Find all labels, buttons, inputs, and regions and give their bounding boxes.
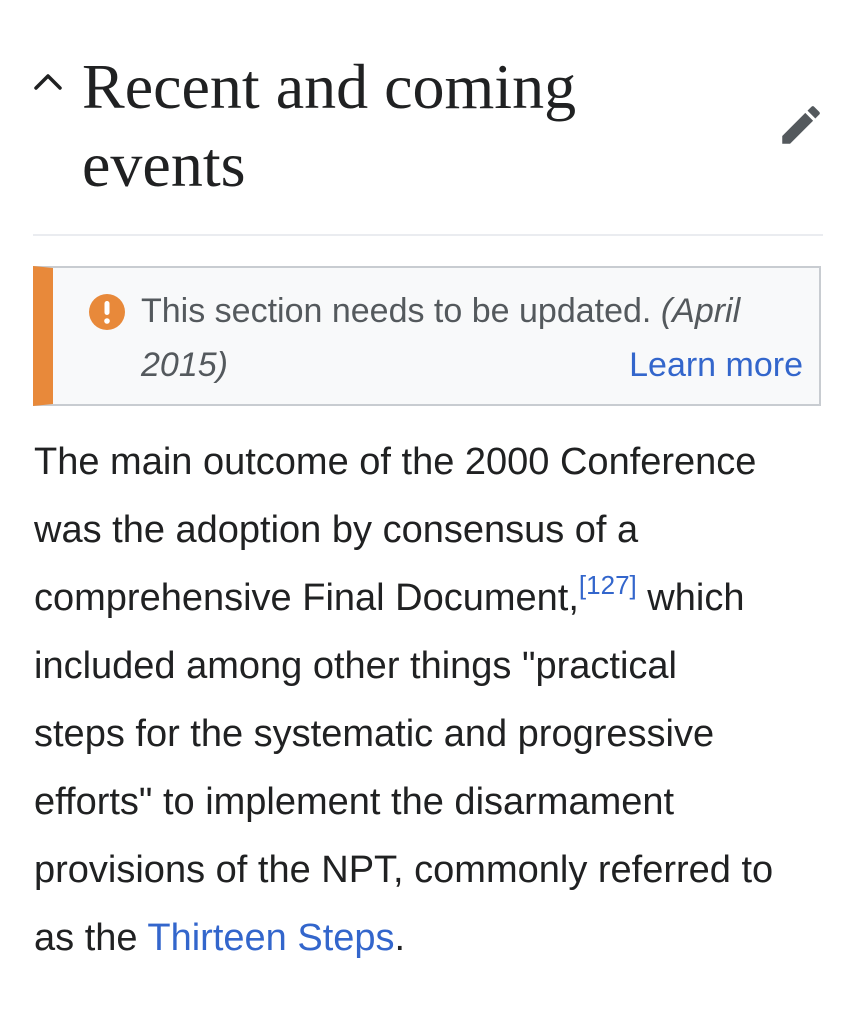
pencil-icon[interactable] [776, 100, 826, 150]
paragraph-text: as the [34, 917, 148, 959]
edit-section-button[interactable] [776, 100, 826, 150]
exclamation-circle-icon [89, 294, 125, 330]
notice-icon-wrapper [89, 294, 125, 330]
section-title: Recent and coming events [82, 51, 577, 200]
paragraph-line [34, 564, 834, 632]
learn-more-link[interactable]: Learn more [629, 346, 803, 384]
update-notice-box [33, 266, 821, 406]
article-paragraph [34, 428, 834, 972]
paragraph-line [34, 904, 834, 972]
paragraph-line: included among other things "practical [34, 645, 677, 687]
collapse-toggle[interactable] [30, 64, 70, 94]
paragraph-text: . [394, 917, 406, 959]
chevron-up-icon[interactable] [30, 64, 70, 94]
paragraph-text: comprehensive Final Document, [34, 577, 579, 619]
paragraph-line: efforts" to implement the disarmament [34, 781, 675, 823]
notice-message: This section needs to be updated. [141, 292, 652, 330]
paragraph-line: was the adoption by consensus of a [34, 509, 639, 551]
section-divider [33, 234, 823, 236]
paragraph-text: which [636, 577, 745, 619]
paragraph-line: steps for the systematic and progressive [34, 713, 715, 755]
section-header [30, 40, 826, 198]
paragraph-line: The main outcome of the 2000 Conference [34, 441, 757, 483]
paragraph-line: provisions of the NPT, commonly referred to [34, 849, 774, 891]
citation-link[interactable]: [127] [578, 570, 637, 600]
thirteen-steps-link[interactable]: Thirteen Steps [147, 917, 395, 959]
notice-date: (April 2015) [141, 292, 741, 384]
